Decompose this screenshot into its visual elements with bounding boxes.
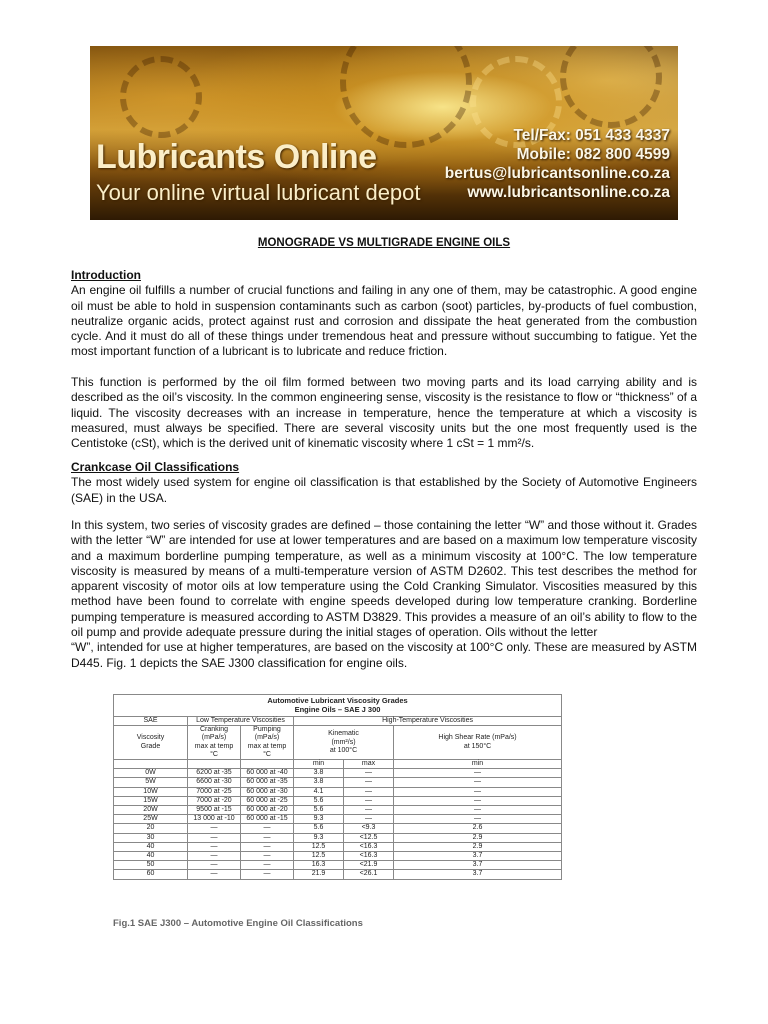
table-title: Automotive Lubricant Viscosity Grades Engine Oils – SAE J 300 bbox=[114, 695, 562, 717]
intro-section bbox=[71, 268, 697, 360]
website: www.lubricantsonline.co.za bbox=[467, 184, 670, 201]
table-cell: — bbox=[394, 796, 562, 805]
table-cell: — bbox=[241, 833, 294, 842]
table-cell: 40 bbox=[114, 852, 188, 861]
table-cell: — bbox=[241, 824, 294, 833]
table-cell: — bbox=[188, 852, 241, 861]
table-cell: <21.9 bbox=[344, 861, 394, 870]
mobile: Mobile: 082 800 4599 bbox=[516, 146, 670, 163]
table-cell: 25W bbox=[114, 815, 188, 824]
figure-caption: Fig.1 SAE J300 – Automotive Engine Oil Classifications bbox=[113, 918, 363, 929]
table-cell: <26.1 bbox=[344, 870, 394, 879]
table-cell: 3.8 bbox=[294, 778, 344, 787]
table-cell: 60 000 at -40 bbox=[241, 769, 294, 778]
table-cell: 60 000 at -30 bbox=[241, 787, 294, 796]
header-high-shear: High Shear Rate (mPa/s) at 150°C bbox=[394, 726, 562, 760]
header-sae: SAE bbox=[114, 717, 188, 726]
table-cell: 21.9 bbox=[294, 870, 344, 879]
crankcase-section bbox=[71, 460, 697, 506]
table-cell: 7000 at -25 bbox=[188, 787, 241, 796]
table-row bbox=[114, 796, 562, 805]
table-cell: 3.7 bbox=[394, 852, 562, 861]
table-cell: 15W bbox=[114, 796, 188, 805]
table-cell: 60 000 at -25 bbox=[241, 796, 294, 805]
table-cell: — bbox=[344, 769, 394, 778]
table-cell: — bbox=[394, 815, 562, 824]
table-cell: — bbox=[344, 796, 394, 805]
table-cell: <12.5 bbox=[344, 833, 394, 842]
table-cell: — bbox=[188, 842, 241, 851]
table-cell: <9.3 bbox=[344, 824, 394, 833]
table-row bbox=[114, 842, 562, 851]
crankcase-section-2 bbox=[71, 518, 697, 671]
header-low-temp: Low Temperature Viscosities bbox=[188, 717, 294, 726]
document-title: MONOGRADE VS MULTIGRADE ENGINE OILS bbox=[257, 237, 511, 249]
table-cell: 4.1 bbox=[294, 787, 344, 796]
table-cell: 5W bbox=[114, 778, 188, 787]
viscosity-table bbox=[113, 694, 562, 880]
table-row bbox=[114, 815, 562, 824]
table-cell: 9.3 bbox=[294, 833, 344, 842]
table-cell: 60 000 at -20 bbox=[241, 806, 294, 815]
table-cell: — bbox=[241, 842, 294, 851]
contact-block bbox=[445, 126, 670, 202]
table-cell: — bbox=[241, 870, 294, 879]
table-cell: 3.8 bbox=[294, 769, 344, 778]
intro-paragraph-2: This function is performed by the oil film formed between two moving parts and its load carrying ability and is described as the oil’s viscosity. In the common engineering sense, viscosity is the resistance to flow or “thickness” of a liquid. The viscosity decreases with an increase in temperature, hence the temperature at which a viscosity is measured, must always be specified. There are several viscosity units but the one most frequently used is the Centistoke (cSt), which is the derived unit of kinematic viscosity where 1 cSt = 1 mm²/s. bbox=[71, 375, 697, 451]
table-cell: — bbox=[394, 769, 562, 778]
table-row bbox=[114, 824, 562, 833]
table-cell: 10W bbox=[114, 787, 188, 796]
gear-decoration bbox=[120, 56, 202, 138]
table-cell: — bbox=[394, 778, 562, 787]
table-cell: 5.6 bbox=[294, 796, 344, 805]
table-cell: <16.3 bbox=[344, 842, 394, 851]
table-cell: <16.3 bbox=[344, 852, 394, 861]
table-cell: — bbox=[188, 833, 241, 842]
table-cell: 20 bbox=[114, 824, 188, 833]
table-cell: — bbox=[188, 861, 241, 870]
table-row bbox=[114, 778, 562, 787]
table-cell: — bbox=[344, 778, 394, 787]
table-cell: 5.6 bbox=[294, 806, 344, 815]
header-banner bbox=[90, 46, 678, 220]
table-row bbox=[114, 852, 562, 861]
table-cell: 50 bbox=[114, 861, 188, 870]
table-row bbox=[114, 806, 562, 815]
crankcase-heading: Crankcase Oil Classifications bbox=[71, 460, 240, 474]
header-kinematic: Kinematic (mm²/s) at 100°C bbox=[294, 726, 394, 760]
header-pumping: Pumping (mPa/s) max at temp °C bbox=[241, 726, 294, 760]
table-row bbox=[114, 870, 562, 879]
table-row bbox=[114, 769, 562, 778]
table-cell: 60 000 at -35 bbox=[241, 778, 294, 787]
header-kin-min: min bbox=[294, 760, 344, 769]
table-cell: — bbox=[241, 852, 294, 861]
table-cell: — bbox=[344, 815, 394, 824]
table-cell: 3.7 bbox=[394, 870, 562, 879]
table-cell: — bbox=[188, 824, 241, 833]
brand-name: Lubricants Online bbox=[96, 138, 377, 176]
table-cell: 60 000 at -15 bbox=[241, 815, 294, 824]
table-cell: 2.6 bbox=[394, 824, 562, 833]
table-cell: 5.6 bbox=[294, 824, 344, 833]
header-viscosity-grade: Viscosity Grade bbox=[114, 726, 188, 760]
tel-fax: Tel/Fax: 051 433 4337 bbox=[513, 127, 670, 144]
table-cell: 16.3 bbox=[294, 861, 344, 870]
table-cell: 6200 at -35 bbox=[188, 769, 241, 778]
table-cell: 9500 at -15 bbox=[188, 806, 241, 815]
table-cell: — bbox=[344, 787, 394, 796]
header-high-temp: High-Temperature Viscosities bbox=[294, 717, 562, 726]
table-cell: 20W bbox=[114, 806, 188, 815]
crankcase-paragraph-2: In this system, two series of viscosity grades are defined – those containing the letter “W” and those without it. Grades with the letter “W” are intended for use at lower temperatures and are based on a maximum low temperature viscosity and a maximum borderline pumping temperature, as well as a minimum viscosity at 100°C. The low temperature viscosity is measured by means of a multi-temperature version of ASTM D2602. This test describes the method for apparent viscosity of motor oils at low temperature using the Cold Cranking Simulator. Viscosities measured by this method have been found to correlate with engine speeds developed during low temperature cranking. Borderline pumping temperature is measured according to ASTM D3829. This provides a measure of an oil’s ability to flow to the oil pump and provide adequate pressure during the initial stages of operation. Oils without the letter bbox=[71, 518, 697, 640]
header-kin-max: max bbox=[344, 760, 394, 769]
table-cell: — bbox=[394, 806, 562, 815]
brand-tagline: Your online virtual lubricant depot bbox=[96, 180, 421, 205]
header-shear-min: min bbox=[394, 760, 562, 769]
table-cell: 40 bbox=[114, 842, 188, 851]
table-row bbox=[114, 787, 562, 796]
email: bertus@lubricantsonline.co.za bbox=[444, 165, 670, 182]
table-cell: 7000 at -20 bbox=[188, 796, 241, 805]
table-cell: 12.5 bbox=[294, 842, 344, 851]
table-cell: 13 000 at -10 bbox=[188, 815, 241, 824]
table-cell: 30 bbox=[114, 833, 188, 842]
table-cell: 60 bbox=[114, 870, 188, 879]
table-cell: — bbox=[394, 787, 562, 796]
table-cell: 9.3 bbox=[294, 815, 344, 824]
table-cell: — bbox=[344, 806, 394, 815]
table-cell: 2.9 bbox=[394, 833, 562, 842]
gear-decoration bbox=[560, 46, 662, 128]
intro-paragraph-1: An engine oil fulfills a number of crucial functions and failing in any one of them, may be catastrophic. A good engine oil must be able to hold in suspension contaminants such as carbon (soot) particles, by-products of fuel combustion, neutralize organic acids, protect against rust and corrosion and dissipate the heat generated from the combustion cycle. And it must do all of these things under tremendous heat and pressure without succumbing to fatigue. Yet the most important function of a lubricant is to lubricate and reduce friction. bbox=[71, 283, 697, 359]
table-row bbox=[114, 833, 562, 842]
table-cell: 6600 at -30 bbox=[188, 778, 241, 787]
table-cell: 0W bbox=[114, 769, 188, 778]
crankcase-paragraph-1: The most widely used system for engine oil classification is that established by the Society of Automotive Engineers (SAE) in the USA. bbox=[71, 475, 697, 505]
table-cell: — bbox=[188, 870, 241, 879]
viscosity-table-wrap bbox=[113, 694, 561, 880]
table-cell: 3.7 bbox=[394, 861, 562, 870]
intro-heading: Introduction bbox=[71, 268, 141, 282]
crankcase-paragraph-3: “W”, intended for use at higher temperatures, are based on the viscosity at 100°C only. These are measured by ASTM D445. Fig. 1 depicts the SAE J300 classification for engine oils. bbox=[71, 640, 697, 670]
table-row bbox=[114, 861, 562, 870]
table-cell: — bbox=[241, 861, 294, 870]
table-cell: 12.5 bbox=[294, 852, 344, 861]
intro-section-2 bbox=[71, 375, 697, 451]
header-cranking: Cranking (mPa/s) max at temp °C bbox=[188, 726, 241, 760]
table-cell: 2.9 bbox=[394, 842, 562, 851]
